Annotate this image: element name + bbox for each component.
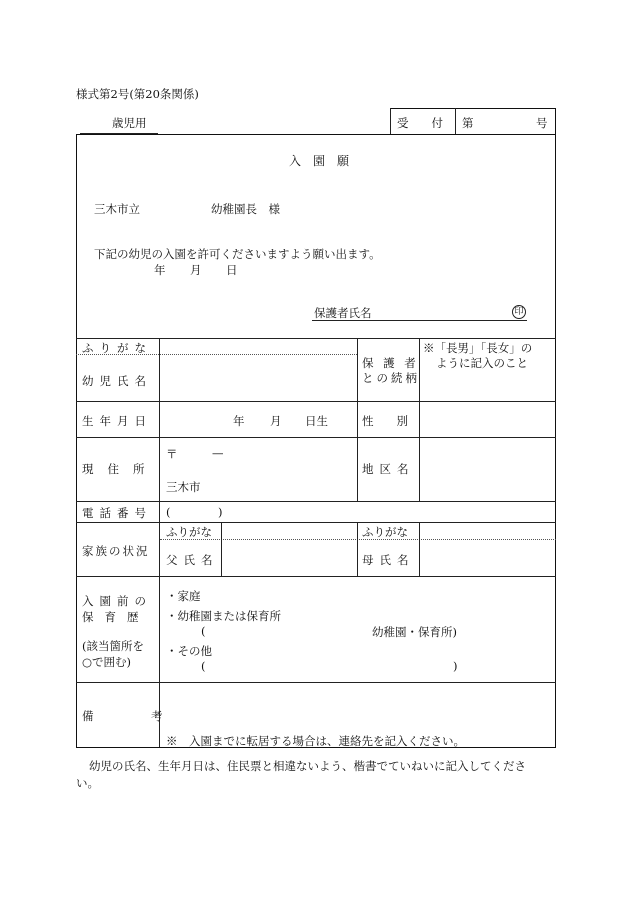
addressee-title: 幼稚園長 様 bbox=[211, 202, 280, 216]
guardian-label: 保護者氏名 bbox=[314, 306, 372, 320]
date-year: 年 bbox=[154, 263, 166, 277]
birth-date-label: 生年月日 bbox=[82, 414, 152, 428]
phone-label: 電話番号 bbox=[82, 506, 152, 520]
family-label: 家族の状況 bbox=[82, 544, 150, 558]
history-other-close: ) bbox=[453, 659, 458, 673]
reception-label: 受 付 bbox=[397, 116, 443, 130]
relation-note-2: ように記入のこと bbox=[436, 356, 528, 370]
district-field[interactable] bbox=[422, 440, 552, 498]
request-text: 下記の幼児の入園を許可くださいますよう願い出ます。 bbox=[94, 247, 381, 261]
history-label-3: (該当箇所を bbox=[82, 639, 144, 653]
birth-month: 月 bbox=[270, 414, 282, 428]
history-other: ・その他 bbox=[166, 644, 212, 658]
seal-mark: 印 bbox=[512, 305, 526, 319]
mother-name-field[interactable] bbox=[422, 542, 552, 574]
footer-note-continued: い。 bbox=[76, 776, 99, 790]
age-class-label: 歳児用 bbox=[112, 116, 147, 130]
relation-label-1: 保 護 者 bbox=[362, 356, 419, 370]
district-label: 地区名 bbox=[362, 462, 415, 476]
history-nursery: ・幼稚園または保育所 bbox=[166, 609, 281, 623]
history-home: ・家庭 bbox=[166, 589, 201, 603]
birth-year: 年 bbox=[233, 414, 245, 428]
phone-close-paren: ) bbox=[218, 505, 223, 519]
relation-note-1: ※「長男」「長女」の bbox=[423, 341, 533, 355]
address-label: 現住所 bbox=[82, 462, 159, 476]
form-title: 入 園 願 bbox=[289, 154, 350, 168]
number-prefix: 第 bbox=[462, 116, 474, 130]
history-label-2: 保育歴 bbox=[82, 610, 150, 624]
date-month: 月 bbox=[190, 263, 202, 277]
birth-day: 日生 bbox=[305, 414, 328, 428]
relation-label-2: との続柄 bbox=[362, 371, 420, 385]
form-number: 様式第2号(第20条関係) bbox=[76, 87, 199, 101]
mother-name-label: 母氏名 bbox=[362, 553, 415, 567]
remarks-label: 備 考 bbox=[82, 709, 163, 723]
furigana-label: ふりがな bbox=[82, 341, 152, 355]
father-name-label: 父氏名 bbox=[166, 553, 219, 567]
furigana-field[interactable] bbox=[162, 340, 354, 353]
father-name-field[interactable] bbox=[224, 542, 354, 574]
history-nursery-open: ( bbox=[201, 624, 206, 638]
family-furigana-1: ふりがな bbox=[166, 525, 212, 539]
addressee-city: 三木市立 bbox=[94, 202, 140, 216]
phone-open-paren: ( bbox=[166, 505, 171, 519]
history-other-open: ( bbox=[201, 659, 206, 673]
postal-mark: 〒 bbox=[166, 447, 178, 461]
family-furigana-2: ふりがな bbox=[362, 525, 408, 539]
history-nursery-suffix: 幼稚園・保育所) bbox=[372, 625, 457, 639]
postal-dash: — bbox=[212, 446, 224, 460]
sex-label: 性 別 bbox=[362, 414, 408, 428]
remarks-note: ※ 入園までに転居する場合は、連絡先を記入ください。 bbox=[166, 734, 465, 748]
number-suffix: 号 bbox=[536, 116, 548, 130]
footer-note: 幼児の氏名、生年月日は、住民票と相違ないよう、楷書でていねいに記入してくださ bbox=[89, 759, 526, 773]
date-day: 日 bbox=[226, 263, 238, 277]
history-label-4: ○で囲む) bbox=[82, 655, 132, 669]
address-city: 三木市 bbox=[166, 480, 201, 494]
history-label-1: 入園前の bbox=[82, 594, 152, 608]
child-name-field[interactable] bbox=[162, 357, 354, 399]
guardian-signature-line bbox=[312, 320, 527, 321]
child-name-label: 幼児氏名 bbox=[82, 374, 152, 388]
sex-field[interactable] bbox=[422, 404, 552, 434]
